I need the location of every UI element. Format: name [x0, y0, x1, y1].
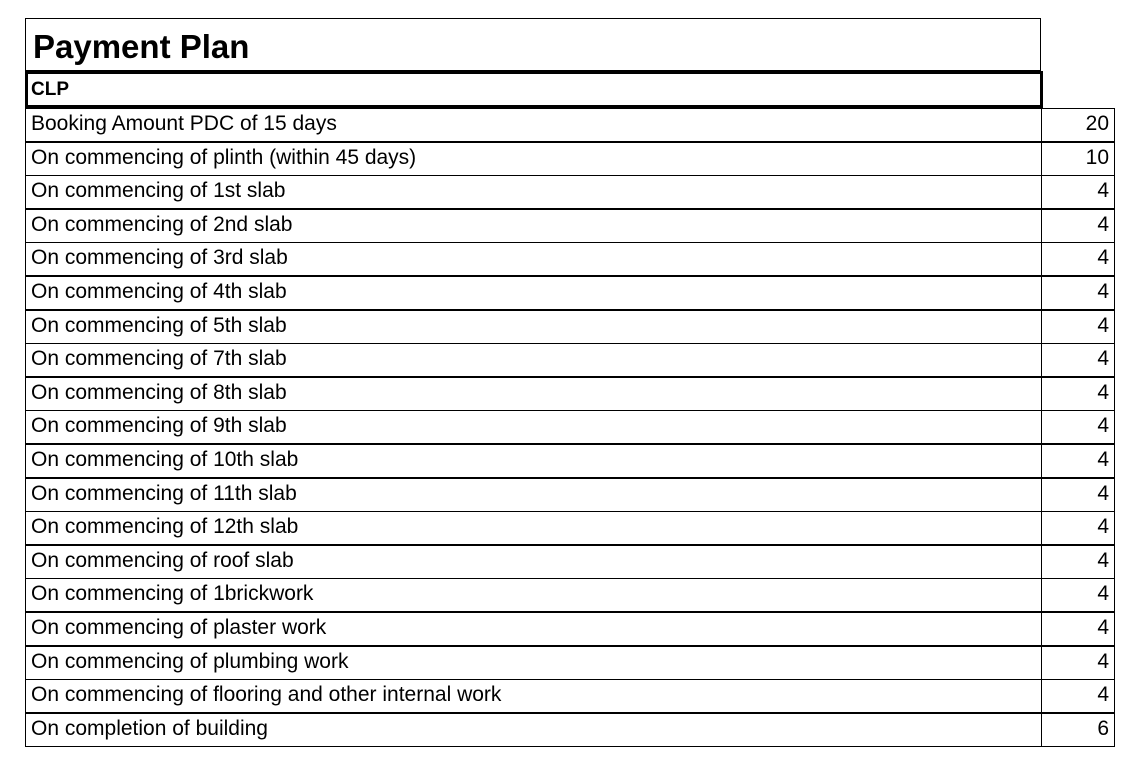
table-row	[25, 713, 1115, 747]
table-row	[25, 276, 1115, 310]
payment-stage-label: On commencing of 4th slab	[25, 276, 1042, 310]
payment-stage-value: 4	[1041, 578, 1115, 612]
table-row	[25, 679, 1115, 713]
table-row	[25, 310, 1115, 344]
payment-stage-value: 20	[1041, 108, 1115, 142]
payment-stage-label: On commencing of 10th slab	[25, 444, 1042, 478]
payment-stage-value: 4	[1041, 377, 1115, 411]
payment-stage-label: On commencing of 9th slab	[25, 410, 1042, 444]
payment-stage-label: On commencing of 1st slab	[25, 175, 1042, 209]
payment-stage-value: 4	[1041, 679, 1115, 713]
table-row	[25, 108, 1115, 142]
payment-stage-label: On commencing of 3rd slab	[25, 242, 1042, 276]
table-row	[25, 410, 1115, 444]
table-row	[25, 142, 1115, 176]
table-row	[25, 209, 1115, 243]
payment-stage-label: On commencing of 7th slab	[25, 343, 1042, 377]
payment-stage-value: 4	[1041, 410, 1115, 444]
payment-stage-value: 4	[1041, 444, 1115, 478]
payment-stage-value: 4	[1041, 612, 1115, 646]
payment-stage-label: Booking Amount PDC of 15 days	[25, 108, 1042, 142]
table-row	[25, 646, 1115, 680]
payment-stage-value: 4	[1041, 511, 1115, 545]
payment-stage-value: 4	[1041, 276, 1115, 310]
payment-stage-label: On commencing of 2nd slab	[25, 209, 1042, 243]
payment-stage-label: On commencing of plinth (within 45 days)	[25, 142, 1042, 176]
payment-stage-label: On commencing of plumbing work	[25, 646, 1042, 680]
payment-stage-value: 4	[1041, 175, 1115, 209]
payment-stage-value: 10	[1041, 142, 1115, 176]
payment-stage-label: On completion of building	[25, 713, 1042, 747]
payment-stage-label: On commencing of 5th slab	[25, 310, 1042, 344]
payment-stage-value: 4	[1041, 545, 1115, 579]
payment-stage-label: On commencing of plaster work	[25, 612, 1042, 646]
payment-stage-label: On commencing of 11th slab	[25, 478, 1042, 512]
plan-type-cell	[25, 71, 1043, 108]
table-row	[25, 343, 1115, 377]
payment-stage-value: 4	[1041, 209, 1115, 243]
plan-type-label: CLP	[31, 79, 69, 100]
payment-stage-value: 4	[1041, 242, 1115, 276]
payment-stage-label: On commencing of flooring and other internal work	[25, 679, 1042, 713]
payment-stage-label: On commencing of 12th slab	[25, 511, 1042, 545]
table-row	[25, 242, 1115, 276]
table-row	[25, 545, 1115, 579]
table-row	[25, 511, 1115, 545]
table-row	[25, 377, 1115, 411]
table-row	[25, 444, 1115, 478]
title-cell	[25, 18, 1041, 71]
page-title: Payment Plan	[33, 28, 250, 65]
payment-stage-value: 6	[1041, 713, 1115, 747]
payment-stage-label: On commencing of 1brickwork	[25, 578, 1042, 612]
table-row	[25, 478, 1115, 512]
payment-stage-value: 4	[1041, 310, 1115, 344]
table-row	[25, 612, 1115, 646]
payment-stage-value: 4	[1041, 478, 1115, 512]
payment-stage-label: On commencing of 8th slab	[25, 377, 1042, 411]
payment-stage-value: 4	[1041, 646, 1115, 680]
payment-stage-label: On commencing of roof slab	[25, 545, 1042, 579]
table-row	[25, 578, 1115, 612]
table-row	[25, 175, 1115, 209]
payment-stage-value: 4	[1041, 343, 1115, 377]
